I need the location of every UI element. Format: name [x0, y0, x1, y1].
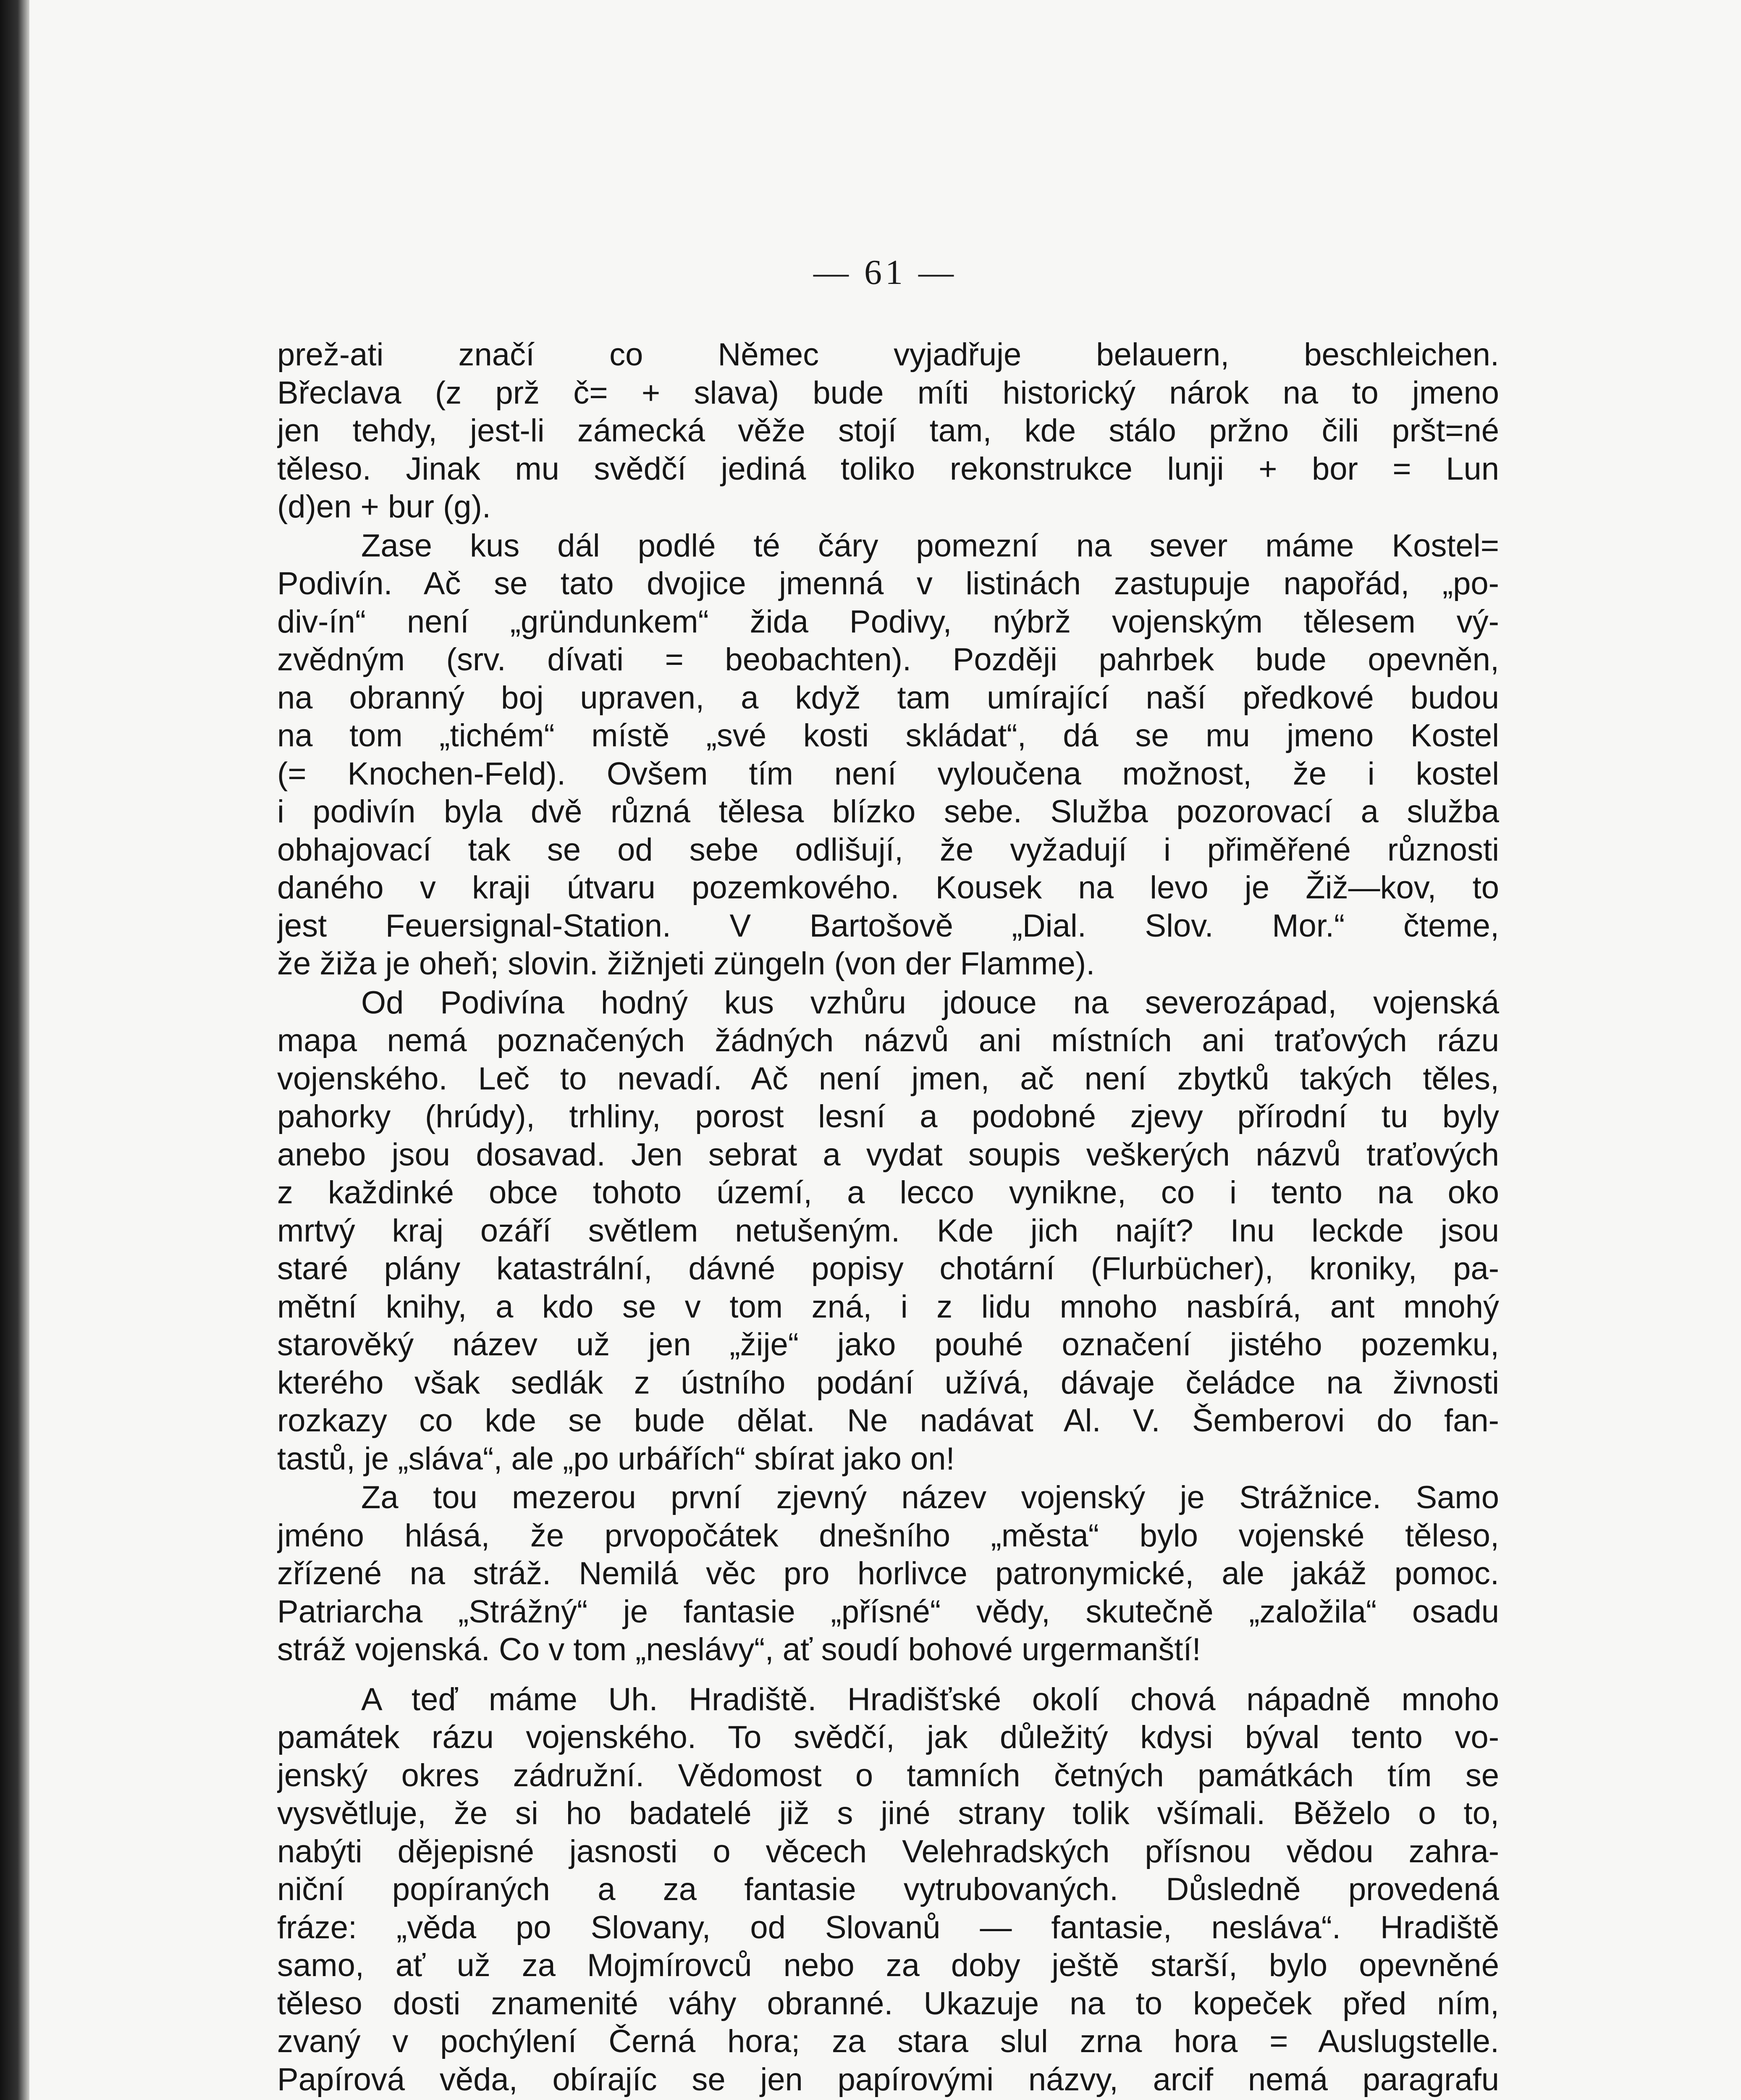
- text-line: že žiža je oheň; slovin. žižnjeti züngeln (von der Flamme).: [277, 946, 1095, 982]
- text-line: zvědným (srv. dívati = beobachten). Později pahrbek bude opevněn,: [277, 642, 1499, 677]
- text-line: starověký název už jen „žije“ jako pouhé označení jistého pozemku,: [277, 1327, 1499, 1362]
- paragraph: [277, 1681, 1499, 2100]
- text-line: fráze: „věda po Slovany, od Slovanů — fantasie, nesláva“. Hradiště: [277, 1909, 1499, 1945]
- text-line: těleso. Jinak mu svědčí jediná toliko rekonstrukce lunji + bor = Lun: [277, 451, 1499, 487]
- text-line: div-ín“ není „gründunkem“ žida Podivy, nýbrž vojenským tělesem vý-: [277, 604, 1499, 640]
- text-line: jméno hlásá, že prvopočátek dnešního „města“ bylo vojenské těleso,: [277, 1517, 1499, 1554]
- text-line: pahorky (hrúdy), trhliny, porost lesní a podobné zjevy přírodní tu byly: [277, 1099, 1499, 1134]
- text-line: prež-ati značí co Němec vyjadřuje belauern, beschleichen.: [277, 337, 1499, 373]
- text-line: A teď máme Uh. Hradiště. Hradišťské okolí chová nápadně mnoho: [361, 1681, 1499, 1717]
- paragraph: [277, 1479, 1499, 1669]
- text-line: mrtvý kraj ozáří světlem netušeným. Kde jich najít? Inu leckde jsou: [277, 1213, 1499, 1249]
- text-line: vojenského. Leč to nevadí. Ač není jmen, ač není zbytků takých těles,: [277, 1060, 1499, 1097]
- text-line: památek rázu vojenského. To svědčí, jak důležitý kdysi býval tento vo-: [277, 1719, 1499, 1755]
- scan-binding-edge: [0, 0, 29, 2100]
- text-line: z každinké obce tohoto území, a lecco vynikne, co i tento na oko: [277, 1175, 1499, 1210]
- text-line: (d)en + bur (g).: [277, 489, 491, 525]
- text-line: mětní knihy, a kdo se v tom zná, i z lidu mnoho nasbírá, ant mnohý: [277, 1289, 1499, 1325]
- text-line: staré plány katastrální, dávné popisy chotární (Flurbücher), kroniky, pa-: [277, 1251, 1499, 1286]
- text-line: niční popíraných a za fantasie vytrubovaných. Důsledně provedená: [277, 1872, 1499, 1907]
- text-line: mapa nemá poznačených žádných názvů ani místních ani traťových rázu: [277, 1023, 1499, 1058]
- page-number: — 61 —: [813, 253, 957, 292]
- text-line: tastů, je „sláva“, ale „po urbářích“ sbírat jako on!: [277, 1441, 955, 1477]
- text-line: kterého však sedlák z ústního podání užívá, dávaje čeládce na živnosti: [277, 1365, 1499, 1401]
- text-line: samo, ať už za Mojmírovců nebo za doby ještě starší, bylo opevněné: [277, 1948, 1499, 1983]
- text-line: obhajovací tak se od sebe odlišují, že vyžadují i přiměřené různosti: [277, 832, 1499, 868]
- paragraph: [277, 527, 1499, 983]
- text-line: jenský okres zádružní. Vědomost o tamních četných památkách tím se: [277, 1757, 1499, 1793]
- text-line: jen tehdy, jest-li zámecká věže stojí tam, kde stálo pržno čili pršt=né: [277, 413, 1499, 449]
- text-line: anebo jsou dosavad. Jen sebrat a vydat soupis veškerých názvů traťových: [277, 1137, 1499, 1173]
- body-text: [277, 336, 1499, 2100]
- paragraph: [277, 336, 1499, 526]
- book-page: [29, 0, 1741, 2100]
- paragraph: [277, 984, 1499, 1478]
- text-line: stráž vojenská. Co v tom „neslávy“, ať soudí bohové urgermanští!: [277, 1632, 1201, 1667]
- text-line: na obranný boj upraven, a když tam umírající naší předkové budou: [277, 680, 1499, 716]
- text-line: (= Knochen-Feld). Ovšem tím není vyloučena možnost, že i kostel: [277, 756, 1499, 792]
- text-line: i podivín byla dvě různá tělesa blízko sebe. Služba pozorovací a služba: [277, 794, 1499, 830]
- text-line: Zase kus dál podlé té čáry pomezní na sever máme Kostel=: [361, 528, 1499, 564]
- text-line: Papírová věda, obírajíc se jen papírovými názvy, arcif nemá paragrafu: [277, 2061, 1499, 2097]
- text-line: Od Podivína hodný kus vzhůru jdouce na severozápad, vojenská: [361, 984, 1499, 1021]
- text-line: jest Feuersignal-Station. V Bartošově „Dial. Slov. Mor.“ čteme,: [277, 908, 1499, 944]
- text-line: těleso dosti znamenité váhy obranné. Ukazuje na to kopeček před ním,: [277, 1985, 1499, 2021]
- text-line: Břeclava (z prž č= + slava) bude míti historický nárok na to jmeno: [277, 375, 1499, 411]
- text-line: rozkazy co kde se bude dělat. Ne nadávat Al. V. Šemberovi do fan-: [277, 1403, 1499, 1438]
- text-line: vysvětluje, že si ho badatelé již s jiné strany tolik všímali. Běželo o to,: [277, 1796, 1499, 1831]
- text-line: Za tou mezerou první zjevný název vojenský je Strážnice. Samo: [361, 1480, 1499, 1515]
- text-line: zvaný v pochýlení Černá hora; za stara slul zrna hora = Auslugstelle.: [277, 2024, 1499, 2059]
- text-line: zřízené na stráž. Nemilá věc pro horlivce patronymické, ale jakáž pomoc.: [277, 1556, 1499, 1591]
- text-line: Patriarcha „Strážný“ je fantasie „přísné“ vědy, skutečně „založila“ osadu: [277, 1593, 1499, 1630]
- text-line: daného v kraji útvaru pozemkového. Kousek na levo je Žiž—kov, to: [277, 870, 1499, 906]
- text-line: Podivín. Ač se tato dvojice jmenná v listinách zastupuje napořád, „po-: [277, 566, 1499, 601]
- text-line: nabýti dějepisné jasnosti o věcech Velehradských přísnou vědou zahra-: [277, 1833, 1499, 1869]
- text-line: na tom „tichém“ místě „své kosti skládat“, dá se mu jmeno Kostel: [277, 718, 1499, 753]
